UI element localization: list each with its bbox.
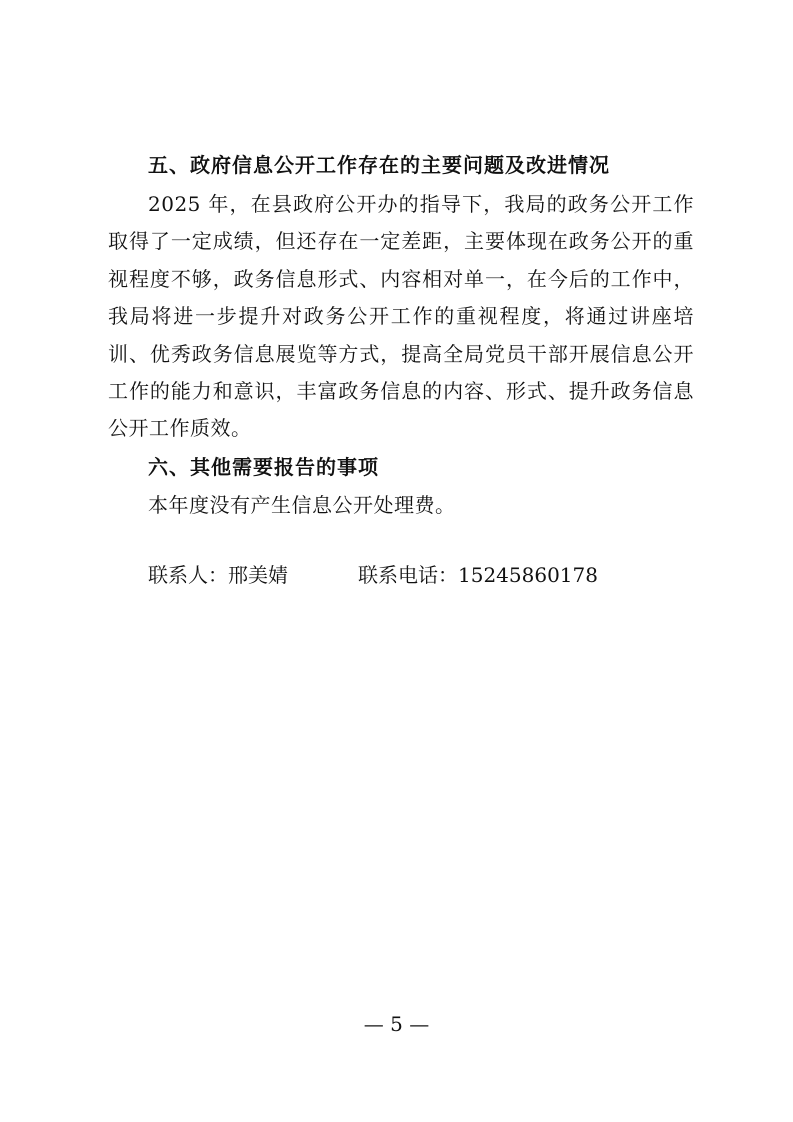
paragraph-line: 本年度没有产生信息公开处理费。 <box>148 493 456 517</box>
paragraph-line: 视程度不够，政务信息形式、内容相对单一，在今后的工作中， <box>108 266 694 291</box>
section-5-paragraph <box>108 186 694 448</box>
paragraph-line: 训、优秀政务信息展览等方式，提高全局党员干部开展信息公开 <box>108 341 694 366</box>
paragraph-line: 2025 年，在县政府公开办的指导下，我局的政务公开工作 <box>148 192 694 216</box>
paragraph-line: 工作的能力和意识，丰富政务信息的内容、形式、提升政务信息 <box>108 378 694 403</box>
contact-person: 联系人：邢美婧 <box>148 563 288 587</box>
section-5-heading: 五、政府信息公开工作存在的主要问题及改进情况 <box>148 153 610 177</box>
section-6-heading: 六、其他需要报告的事项 <box>148 455 379 479</box>
contact-info <box>148 561 598 589</box>
section-6-paragraph <box>108 487 694 524</box>
page-number: — 5 — <box>363 1012 430 1036</box>
paragraph-line: 我局将进一步提升对政务公开工作的重视程度，将通过讲座培 <box>108 304 694 329</box>
paragraph-line: 公开工作质效。 <box>108 416 252 441</box>
paragraph-line: 取得了一定成绩，但还存在一定差距，主要体现在政务公开的重 <box>108 229 694 254</box>
contact-phone: 联系电话：15245860178 <box>358 563 598 587</box>
